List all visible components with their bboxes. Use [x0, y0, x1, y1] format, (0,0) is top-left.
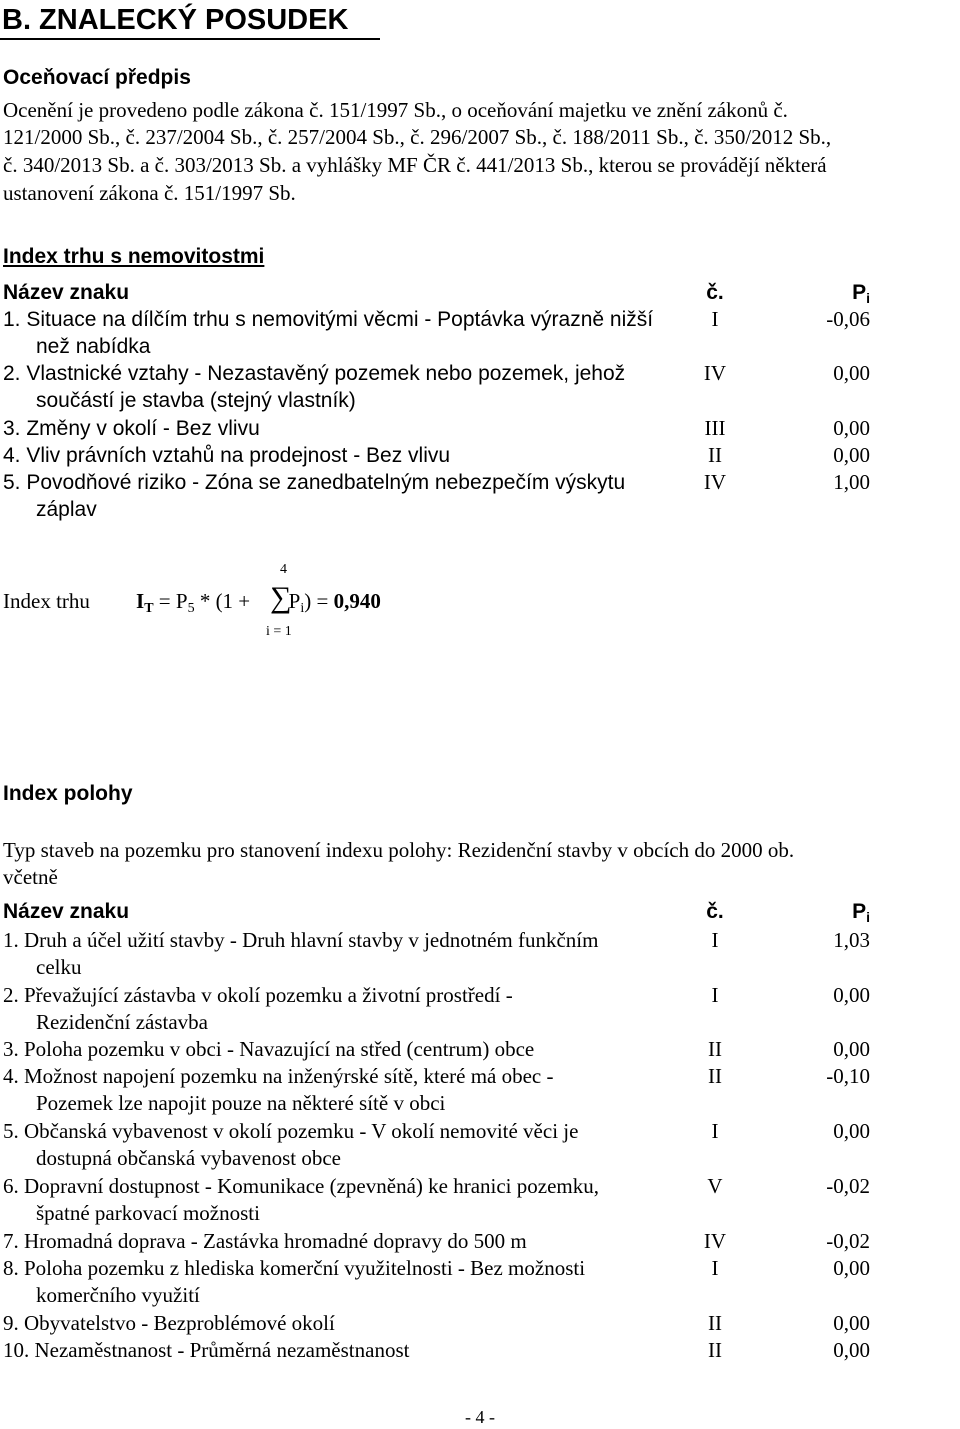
- row-code: III: [704, 416, 726, 440]
- row-name-cont: Pozemek lze napojit pouze na některé sítě v obci: [36, 1091, 446, 1115]
- row-code: I: [711, 928, 719, 952]
- row-value: 1,03: [833, 928, 870, 952]
- row-name: 2. Vlastnické vztahy - Nezastavěný pozemek nebo pozemek, jehož: [3, 362, 626, 385]
- location-index-title: Index polohy: [3, 782, 133, 805]
- row-code: IV: [703, 470, 727, 494]
- valuation-title: Oceňovací předpis: [3, 66, 191, 89]
- row-value: 0,00: [833, 1037, 870, 1061]
- sum-upper-limit: 4: [280, 562, 287, 577]
- row-value: 0,00: [833, 1311, 870, 1335]
- row-value: 0,00: [833, 1338, 870, 1362]
- location-row: [3, 1063, 958, 1115]
- sum-lower-limit: i = 1: [266, 624, 292, 639]
- valuation-line-1: Ocenění je provedeno podle zákona č. 151/1997 Sb., o oceňování majetku ve znění zákonů č.: [3, 98, 788, 122]
- row-name: 8. Poloha pozemku z hlediska komerční využitelnosti - Bez možnosti: [3, 1256, 586, 1280]
- row-name: 5. Povodňové riziko - Zóna se zanedbatelným nebezpečím výskytu: [3, 471, 626, 494]
- row-code: II: [708, 1311, 722, 1335]
- row-code: IV: [703, 1229, 727, 1253]
- row-code: I: [711, 1119, 719, 1143]
- row-value: -0,02: [826, 1229, 870, 1253]
- row-value: -0,02: [826, 1174, 870, 1198]
- row-name: 3. Změny v okolí - Bez vlivu: [3, 417, 260, 440]
- valuation-line-2: 121/2000 Sb., č. 237/2004 Sb., č. 257/2004 Sb., č. 296/2007 Sb., č. 188/2011 Sb., č. 350/2012 Sb.,: [3, 125, 832, 149]
- page-number: - 4 -: [465, 1407, 495, 1427]
- market-row: [3, 469, 958, 521]
- row-name: 3. Poloha pozemku v obci - Navazující na střed (centrum) obce: [3, 1037, 535, 1061]
- row-code: IV: [703, 361, 727, 385]
- location-type-line-1: Typ staveb na pozemku pro stanovení indexu polohy: Rezidenční stavby v obcích do 2000 ob.: [3, 838, 795, 862]
- header-code: č.: [706, 281, 724, 304]
- row-name-cont: komerčního využití: [36, 1283, 200, 1307]
- row-value: 0,00: [833, 1256, 870, 1280]
- row-name: 2. Převažující zástavba v okolí pozemku a životní prostředí -: [3, 983, 513, 1007]
- row-value: 0,00: [833, 983, 870, 1007]
- header-value: $P_i$: [852, 281, 870, 306]
- row-name: 6. Dopravní dostupnost - Komunikace (zpevněná) ke hranici pozemku,: [3, 1174, 599, 1198]
- location-row: [3, 1173, 958, 1225]
- row-name-cont: záplav: [36, 498, 97, 521]
- row-value: 0,00: [833, 361, 870, 385]
- row-name-cont: součástí je stavba (stejný vlastník): [36, 389, 356, 412]
- row-name-cont: špatné parkovací možnosti: [36, 1201, 260, 1225]
- row-name-cont: celku: [36, 955, 82, 979]
- market-table-header: [3, 279, 958, 306]
- row-name: 9. Obyvatelstvo - Bezproblémové okolí: [3, 1311, 335, 1335]
- row-name: 5. Občanská vybavenost v okolí pozemku - V okolí nemovité věci je: [3, 1119, 579, 1143]
- header-name: Název znaku: [3, 900, 130, 923]
- row-code: I: [711, 1256, 719, 1280]
- row-code: II: [708, 1064, 722, 1088]
- location-row: [3, 1118, 958, 1170]
- location-row: [3, 982, 958, 1034]
- row-value: 0,00: [833, 416, 870, 440]
- row-name: 1. Druh a účel užití stavby - Druh hlavní stavby v jednotném funkčním: [3, 928, 599, 952]
- location-row: [3, 1036, 958, 1063]
- row-value: 0,00: [833, 443, 870, 467]
- location-type-line-2: včetně: [3, 865, 58, 889]
- page-heading: B. ZNALECKÝ POSUDEK: [2, 4, 349, 36]
- location-row: [3, 1228, 958, 1255]
- row-name-cont: Rezidenční zástavba: [36, 1010, 208, 1034]
- row-name: 4. Vliv právních vztahů na prodejnost - Bez vlivu: [3, 444, 451, 467]
- header-code: č.: [706, 900, 724, 923]
- row-name: 10. Nezaměstnanost - Průměrná nezaměstnanost: [3, 1338, 410, 1362]
- location-row: [3, 1255, 958, 1307]
- row-value: 0,00: [833, 1119, 870, 1143]
- row-code: V: [707, 1174, 723, 1198]
- heading-underline: [0, 38, 380, 40]
- row-code: II: [708, 1338, 722, 1362]
- row-name: 7. Hromadná doprava - Zastávka hromadné dopravy do 500 m: [3, 1229, 527, 1253]
- sum-symbol: ∑: [270, 581, 292, 614]
- valuation-line-4: ustanovení zákona č. 151/1997 Sb.: [3, 181, 296, 205]
- market-row: [3, 360, 958, 412]
- location-row: [3, 1337, 958, 1364]
- market-row: [3, 415, 958, 442]
- row-value: -0,06: [826, 307, 870, 331]
- header-value: $P_i$: [852, 900, 870, 925]
- row-code: II: [708, 443, 722, 467]
- row-name-cont: dostupná občanská vybavenost obce: [36, 1146, 342, 1170]
- valuation-line-3: č. 340/2013 Sb. a č. 303/2013 Sb. a vyhlášky MF ČR č. 441/2013 Sb., kterou se provádějí některá: [3, 153, 827, 177]
- location-row: [3, 1310, 958, 1337]
- formula-label: Index trhu: [3, 589, 90, 613]
- row-code: I: [711, 983, 719, 1007]
- row-code: II: [708, 1037, 722, 1061]
- row-code: I: [711, 307, 719, 331]
- market-row: [3, 306, 958, 358]
- row-value: -0,10: [826, 1064, 870, 1088]
- location-table-header: [3, 898, 958, 925]
- market-index-title: Index trhu s nemovitostmi: [3, 245, 265, 268]
- header-name: Název znaku: [3, 281, 130, 304]
- location-row: [3, 927, 958, 979]
- row-name: 4. Možnost napojení pozemku na inženýrské sítě, které má obec -: [3, 1064, 554, 1088]
- row-name: 1. Situace na dílčím trhu s nemovitými věcmi - Poptávka výrazně nižší: [3, 308, 654, 331]
- market-index-formula: $I_T = P_5 * (1 + P_i) = 0,940$: [136, 589, 381, 616]
- row-name-cont: než nabídka: [36, 335, 151, 358]
- market-row: [3, 442, 958, 469]
- row-value: 1,00: [833, 470, 870, 494]
